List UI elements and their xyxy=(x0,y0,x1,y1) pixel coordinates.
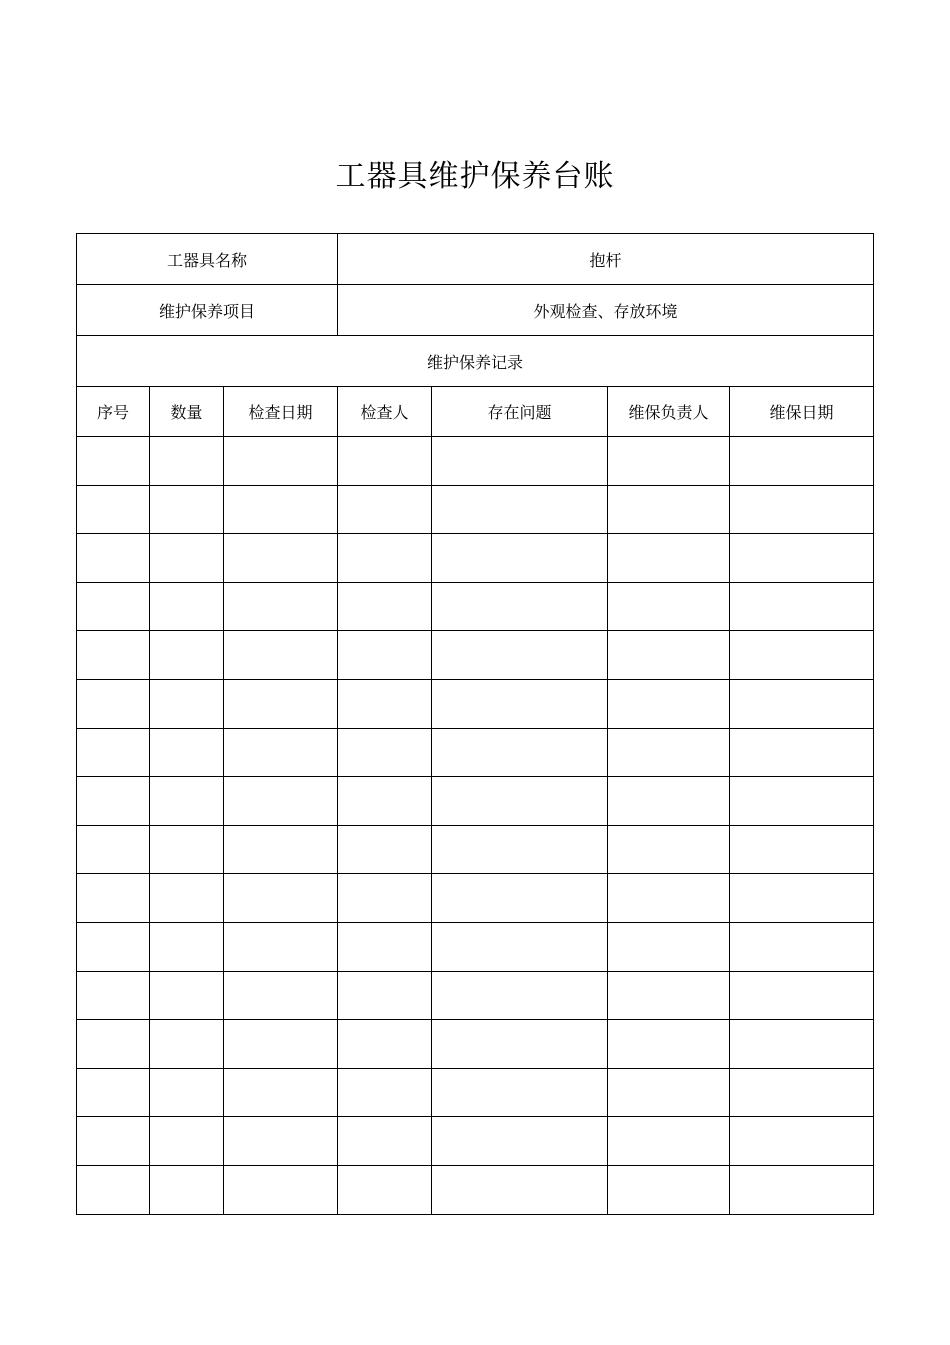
records-section-row xyxy=(77,336,874,387)
table-cell[interactable] xyxy=(150,825,224,874)
table-cell[interactable] xyxy=(224,1165,338,1214)
tool-name-value: 抱杆 xyxy=(338,234,874,285)
table-cell[interactable] xyxy=(608,971,730,1020)
records-section-title: 维护保养记录 xyxy=(77,336,874,387)
table-cell[interactable] xyxy=(150,534,224,583)
table-cell[interactable] xyxy=(432,679,608,728)
table-cell[interactable] xyxy=(77,1020,150,1069)
column-header-maintenance-owner: 维保负责人 xyxy=(608,387,730,437)
table-cell[interactable] xyxy=(224,1117,338,1166)
table-cell[interactable] xyxy=(338,1020,432,1069)
table-cell[interactable] xyxy=(730,922,874,971)
table-cell[interactable] xyxy=(224,437,338,486)
table-row xyxy=(77,922,874,971)
table-cell[interactable] xyxy=(150,1165,224,1214)
table-cell[interactable] xyxy=(432,825,608,874)
table-cell[interactable] xyxy=(730,728,874,777)
table-cell[interactable] xyxy=(608,437,730,486)
table-cell[interactable] xyxy=(77,728,150,777)
table-row xyxy=(77,971,874,1020)
table-cell[interactable] xyxy=(432,582,608,631)
table-cell[interactable] xyxy=(77,971,150,1020)
table-cell[interactable] xyxy=(730,534,874,583)
table-cell[interactable] xyxy=(730,825,874,874)
table-row xyxy=(77,485,874,534)
table-cell[interactable] xyxy=(77,922,150,971)
table-cell[interactable] xyxy=(338,582,432,631)
table-row xyxy=(77,777,874,826)
table-cell[interactable] xyxy=(432,777,608,826)
table-row xyxy=(77,728,874,777)
table-row xyxy=(77,437,874,486)
maintenance-item-value: 外观检查、存放环境 xyxy=(338,285,874,336)
table-row xyxy=(77,582,874,631)
table-cell[interactable] xyxy=(338,728,432,777)
table-cell[interactable] xyxy=(432,631,608,680)
table-cell[interactable] xyxy=(150,582,224,631)
table-cell[interactable] xyxy=(730,971,874,1020)
table-cell[interactable] xyxy=(432,922,608,971)
table-cell[interactable] xyxy=(338,922,432,971)
table-cell[interactable] xyxy=(730,1165,874,1214)
records-header-row xyxy=(77,387,874,437)
table-row xyxy=(77,534,874,583)
table-cell[interactable] xyxy=(432,437,608,486)
table-cell[interactable] xyxy=(338,971,432,1020)
table-cell[interactable] xyxy=(150,631,224,680)
table-cell[interactable] xyxy=(730,1117,874,1166)
table-cell[interactable] xyxy=(432,485,608,534)
table-cell[interactable] xyxy=(432,874,608,923)
table-cell[interactable] xyxy=(224,922,338,971)
table-cell[interactable] xyxy=(730,631,874,680)
table-row xyxy=(77,1165,874,1214)
table-cell[interactable] xyxy=(608,679,730,728)
table-cell[interactable] xyxy=(608,582,730,631)
table-cell[interactable] xyxy=(77,1165,150,1214)
table-row xyxy=(77,679,874,728)
tool-name-label: 工器具名称 xyxy=(77,234,338,285)
column-header-quantity: 数量 xyxy=(150,387,224,437)
table-cell[interactable] xyxy=(77,679,150,728)
table-cell[interactable] xyxy=(730,874,874,923)
table-cell[interactable] xyxy=(338,1117,432,1166)
table-cell[interactable] xyxy=(338,485,432,534)
table-cell[interactable] xyxy=(150,971,224,1020)
table-cell[interactable] xyxy=(224,728,338,777)
table-cell[interactable] xyxy=(77,1068,150,1117)
table-cell[interactable] xyxy=(77,777,150,826)
table-cell[interactable] xyxy=(608,1020,730,1069)
table-cell[interactable] xyxy=(432,1117,608,1166)
table-cell[interactable] xyxy=(608,874,730,923)
table-cell[interactable] xyxy=(608,825,730,874)
table-cell[interactable] xyxy=(224,874,338,923)
table-cell[interactable] xyxy=(77,825,150,874)
table-cell[interactable] xyxy=(608,1165,730,1214)
table-cell[interactable] xyxy=(224,582,338,631)
table-cell[interactable] xyxy=(224,679,338,728)
table-cell[interactable] xyxy=(608,1068,730,1117)
table-cell[interactable] xyxy=(224,971,338,1020)
table-cell[interactable] xyxy=(432,971,608,1020)
table-cell[interactable] xyxy=(730,1068,874,1117)
page-title: 工器具维护保养台账 xyxy=(335,159,615,194)
table-cell[interactable] xyxy=(608,922,730,971)
table-cell[interactable] xyxy=(730,777,874,826)
table-cell[interactable] xyxy=(224,1068,338,1117)
table-cell[interactable] xyxy=(150,679,224,728)
table-cell[interactable] xyxy=(338,777,432,826)
table-cell[interactable] xyxy=(150,1068,224,1117)
table-cell[interactable] xyxy=(338,534,432,583)
table-cell[interactable] xyxy=(77,631,150,680)
column-header-inspector: 检查人 xyxy=(338,387,432,437)
table-cell[interactable] xyxy=(338,1068,432,1117)
table-row xyxy=(77,1117,874,1166)
maintenance-ledger-table xyxy=(76,233,874,1215)
table-cell[interactable] xyxy=(730,1020,874,1069)
table-cell[interactable] xyxy=(77,874,150,923)
table-cell[interactable] xyxy=(608,728,730,777)
table-cell[interactable] xyxy=(338,1165,432,1214)
table-cell[interactable] xyxy=(77,582,150,631)
table-cell[interactable] xyxy=(224,534,338,583)
maintenance-item-label: 维护保养项目 xyxy=(77,285,338,336)
table-cell[interactable] xyxy=(77,437,150,486)
table-cell[interactable] xyxy=(150,1117,224,1166)
table-cell[interactable] xyxy=(77,485,150,534)
table-cell[interactable] xyxy=(224,777,338,826)
table-cell[interactable] xyxy=(608,631,730,680)
table-cell[interactable] xyxy=(432,534,608,583)
table-cell[interactable] xyxy=(150,485,224,534)
table-cell[interactable] xyxy=(77,534,150,583)
table-cell[interactable] xyxy=(77,1117,150,1166)
table-cell[interactable] xyxy=(730,582,874,631)
table-cell[interactable] xyxy=(730,437,874,486)
table-cell[interactable] xyxy=(338,631,432,680)
table-row xyxy=(77,825,874,874)
table-cell[interactable] xyxy=(608,1117,730,1166)
table-row xyxy=(77,874,874,923)
table-row xyxy=(77,631,874,680)
column-header-issues: 存在问题 xyxy=(432,387,608,437)
table-cell[interactable] xyxy=(730,679,874,728)
table-cell[interactable] xyxy=(432,1020,608,1069)
table-cell[interactable] xyxy=(150,777,224,826)
table-cell[interactable] xyxy=(432,728,608,777)
table-cell[interactable] xyxy=(150,1020,224,1069)
table-cell[interactable] xyxy=(150,922,224,971)
table-cell[interactable] xyxy=(224,631,338,680)
table-cell[interactable] xyxy=(432,1165,608,1214)
table-cell[interactable] xyxy=(224,825,338,874)
table-cell[interactable] xyxy=(224,1020,338,1069)
table-cell[interactable] xyxy=(150,874,224,923)
table-cell[interactable] xyxy=(608,534,730,583)
table-cell[interactable] xyxy=(608,777,730,826)
table-cell[interactable] xyxy=(338,825,432,874)
table-row xyxy=(77,1068,874,1117)
table-cell[interactable] xyxy=(338,874,432,923)
table-cell[interactable] xyxy=(730,485,874,534)
table-cell[interactable] xyxy=(338,679,432,728)
column-header-index: 序号 xyxy=(77,387,150,437)
table-cell[interactable] xyxy=(150,728,224,777)
column-header-inspection-date: 检查日期 xyxy=(224,387,338,437)
table-row xyxy=(77,1020,874,1069)
maintenance-item-row xyxy=(77,285,874,336)
table-cell[interactable] xyxy=(432,1068,608,1117)
column-header-maintenance-date: 维保日期 xyxy=(730,387,874,437)
tool-name-row xyxy=(77,234,874,285)
table-cell[interactable] xyxy=(608,485,730,534)
table-cell[interactable] xyxy=(224,485,338,534)
table-cell[interactable] xyxy=(150,437,224,486)
table-cell[interactable] xyxy=(338,437,432,486)
